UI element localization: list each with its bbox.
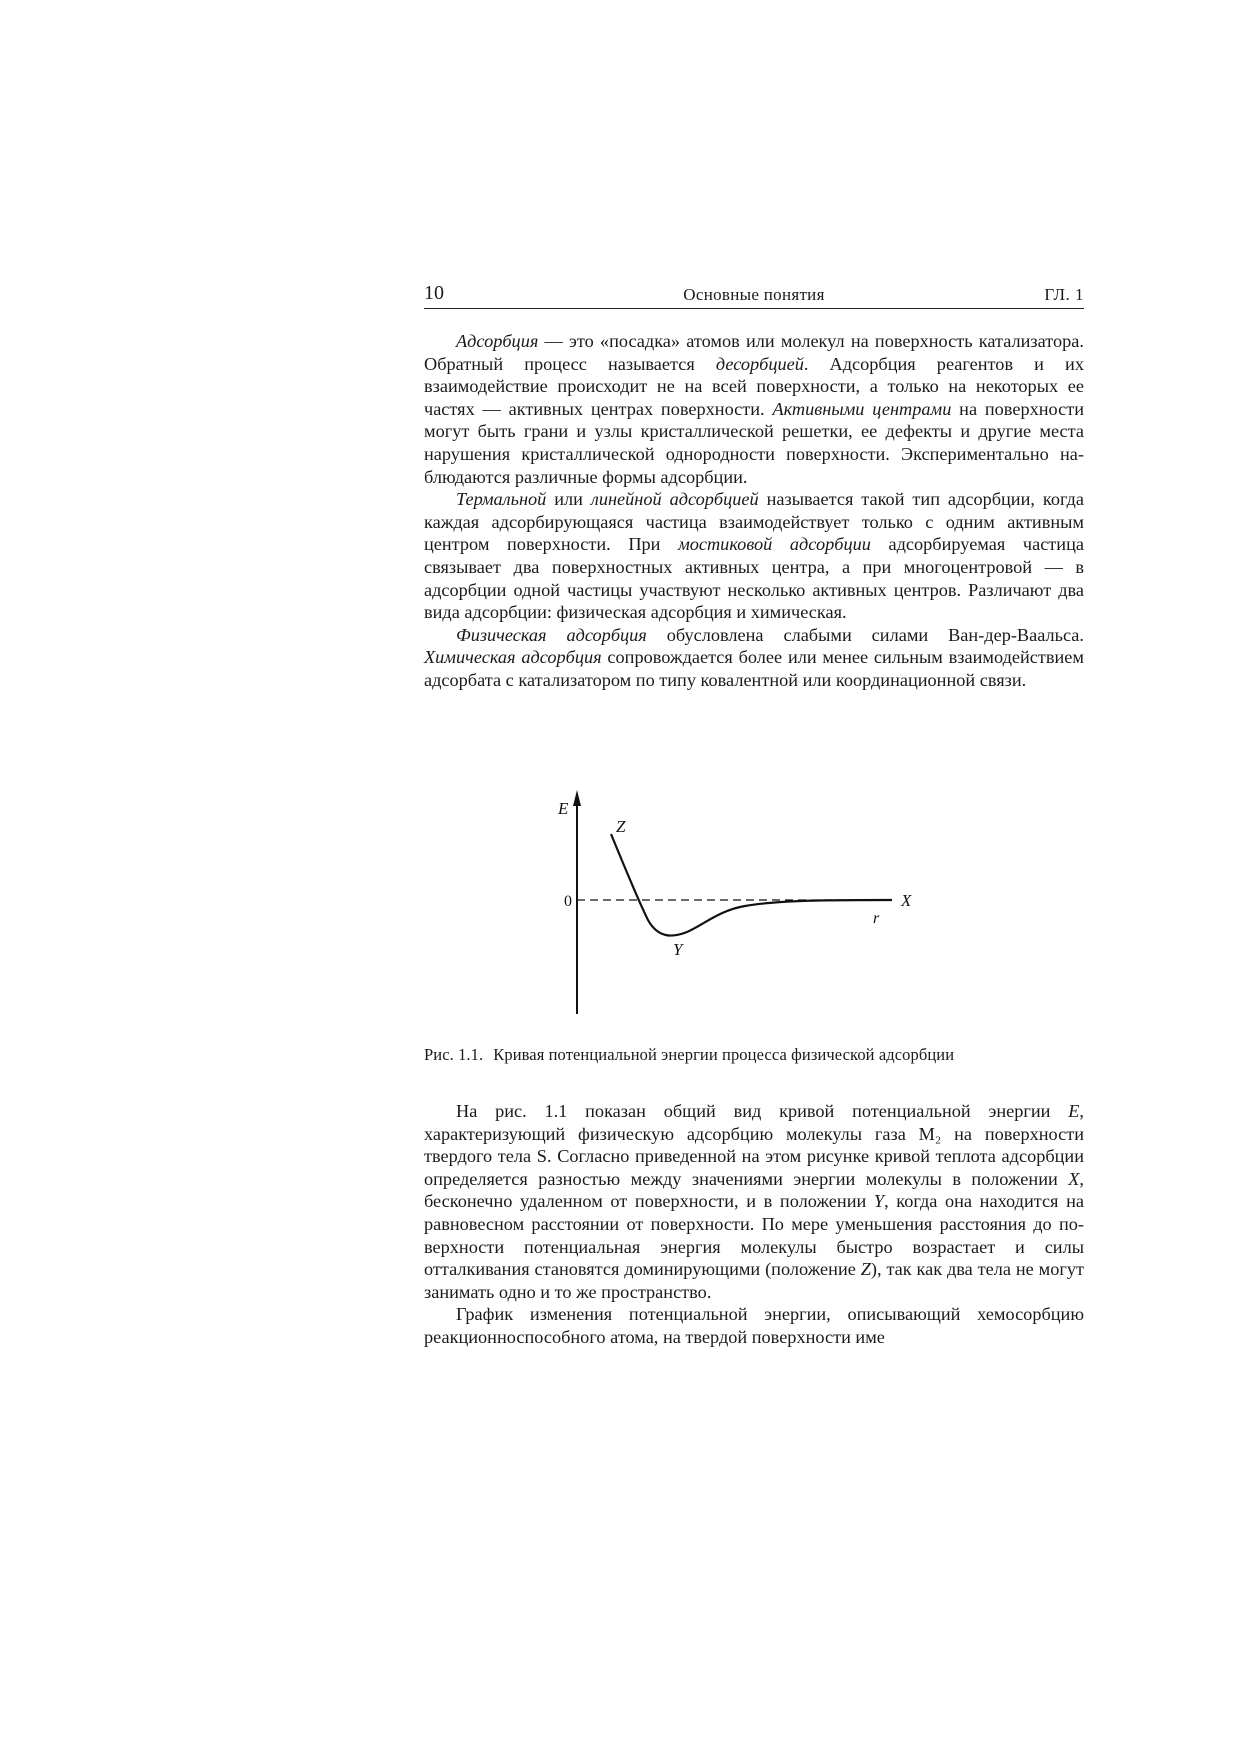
text-run: сопровождается более или менее сильным взаимодействием адсорбата с катализатором по типу ковалентной или координационной связи.: [424, 647, 1084, 690]
text-run: , когда она находится на равновесном расстоянии от поверхности. По мере уменьшения расстояния до поверхности потенциальная энергия молекулы быстро возрастает и силы отталкивания становятся доминирующими (положение: [424, 1191, 1084, 1280]
italic-term: мостиковой адсорбции: [678, 534, 871, 555]
figure-svg: [540, 788, 960, 1018]
italic-term: десорбцией: [715, 353, 804, 374]
text-run: На рис. 1.1 показан общий вид кривой потенциальной энергии: [456, 1101, 1069, 1121]
text-run: обусловлена слабыми силами Ван-дер-Ваальса.: [646, 624, 1084, 645]
zero-label: 0: [564, 893, 572, 910]
text-run: ), так как два тела не могут занимать одно и то же пространство.: [424, 1259, 1084, 1302]
energy-axis-arrow: [573, 790, 581, 806]
figure-potential-energy-curve: [540, 788, 960, 1018]
text-run: называется такой тип адсорбции, когда каждая адсорбирующаяся частица взаимодействует только с одним активным центром поверхности. При: [424, 489, 1084, 555]
z-point-label: Z: [616, 817, 626, 836]
text-run: , характеризующий физическую адсорбцию молекулы газа M₂ на поверхности твердого тела S. Согласно приведенной на этом рисунке кривой теплота адсорбции определяется разностью между значениями энергии молекулы в положении: [424, 1101, 1084, 1189]
italic-term: Адсорбция: [456, 331, 539, 351]
chapter-reference: ГЛ. 1: [1044, 285, 1084, 304]
body-text-top: [424, 330, 1084, 692]
running-title: Основные понятия: [683, 285, 825, 304]
paragraph: [424, 488, 1084, 624]
paragraph: [424, 330, 1084, 488]
text-run: на поверхности могут быть грани и узлы кристаллической решетки, ее дефекты и другие места нарушения кристаллической однородности поверхности. Экспериментально наблюдаются различные формы адсорбции.: [424, 398, 1084, 487]
figure-caption: [424, 1045, 1084, 1065]
text-run: — это «посадка» атомов или молекул на поверхность катализатора. Обратный процесс называется: [424, 331, 1084, 374]
paragraph: [424, 1303, 1084, 1348]
text-run: адсорбируемая частица связывает два поверхностных активных центра, а при многоцентровой — в адсорбции одной частицы участвуют несколько активных центров. Различают два вида адсорбции: физическая адсорбция и химическая.: [424, 534, 1084, 623]
caption-text: Кривая потенциальной энергии процесса физической адсорбции: [493, 1045, 955, 1064]
caption-label: Рис. 1.1.: [424, 1045, 484, 1064]
y-point-label: Y: [673, 940, 683, 959]
x-point-label: X: [901, 891, 912, 910]
italic-term: Физическая адсорбция: [456, 624, 647, 645]
italic-term: X: [1068, 1168, 1080, 1189]
paragraph: [424, 624, 1084, 692]
text-run: . Адсорбция реагентов и их взаимодействие происходит не на всей поверхности, а только на некоторых ее частях — активных центрах поверхности.: [424, 353, 1084, 419]
e-axis-label: E: [558, 799, 569, 818]
italic-term: Z: [860, 1259, 871, 1280]
text-run: График изменения потенциальной энергии, описывающий хемосорбцию реакционноспособного атома, на твердой поверхности име: [424, 1304, 1084, 1347]
r-axis-label: r: [873, 910, 880, 927]
text-run: , бесконечно удаленном от поверхности, и в положении: [424, 1168, 1084, 1212]
italic-term: Химическая адсорбция: [424, 647, 602, 668]
page-number: 10: [424, 282, 444, 304]
italic-term: линейной адсорбцией: [590, 489, 759, 510]
page-header: [424, 282, 1084, 309]
potential-energy-curve: [611, 834, 892, 936]
italic-term: E: [1068, 1101, 1080, 1121]
paragraph: [424, 1100, 1084, 1303]
body-text-bottom: [424, 1100, 1084, 1349]
italic-term: Y: [873, 1191, 885, 1212]
italic-term: Активными центрами: [772, 398, 952, 419]
italic-term: Термальной: [456, 489, 547, 510]
text-run: или: [546, 489, 591, 510]
